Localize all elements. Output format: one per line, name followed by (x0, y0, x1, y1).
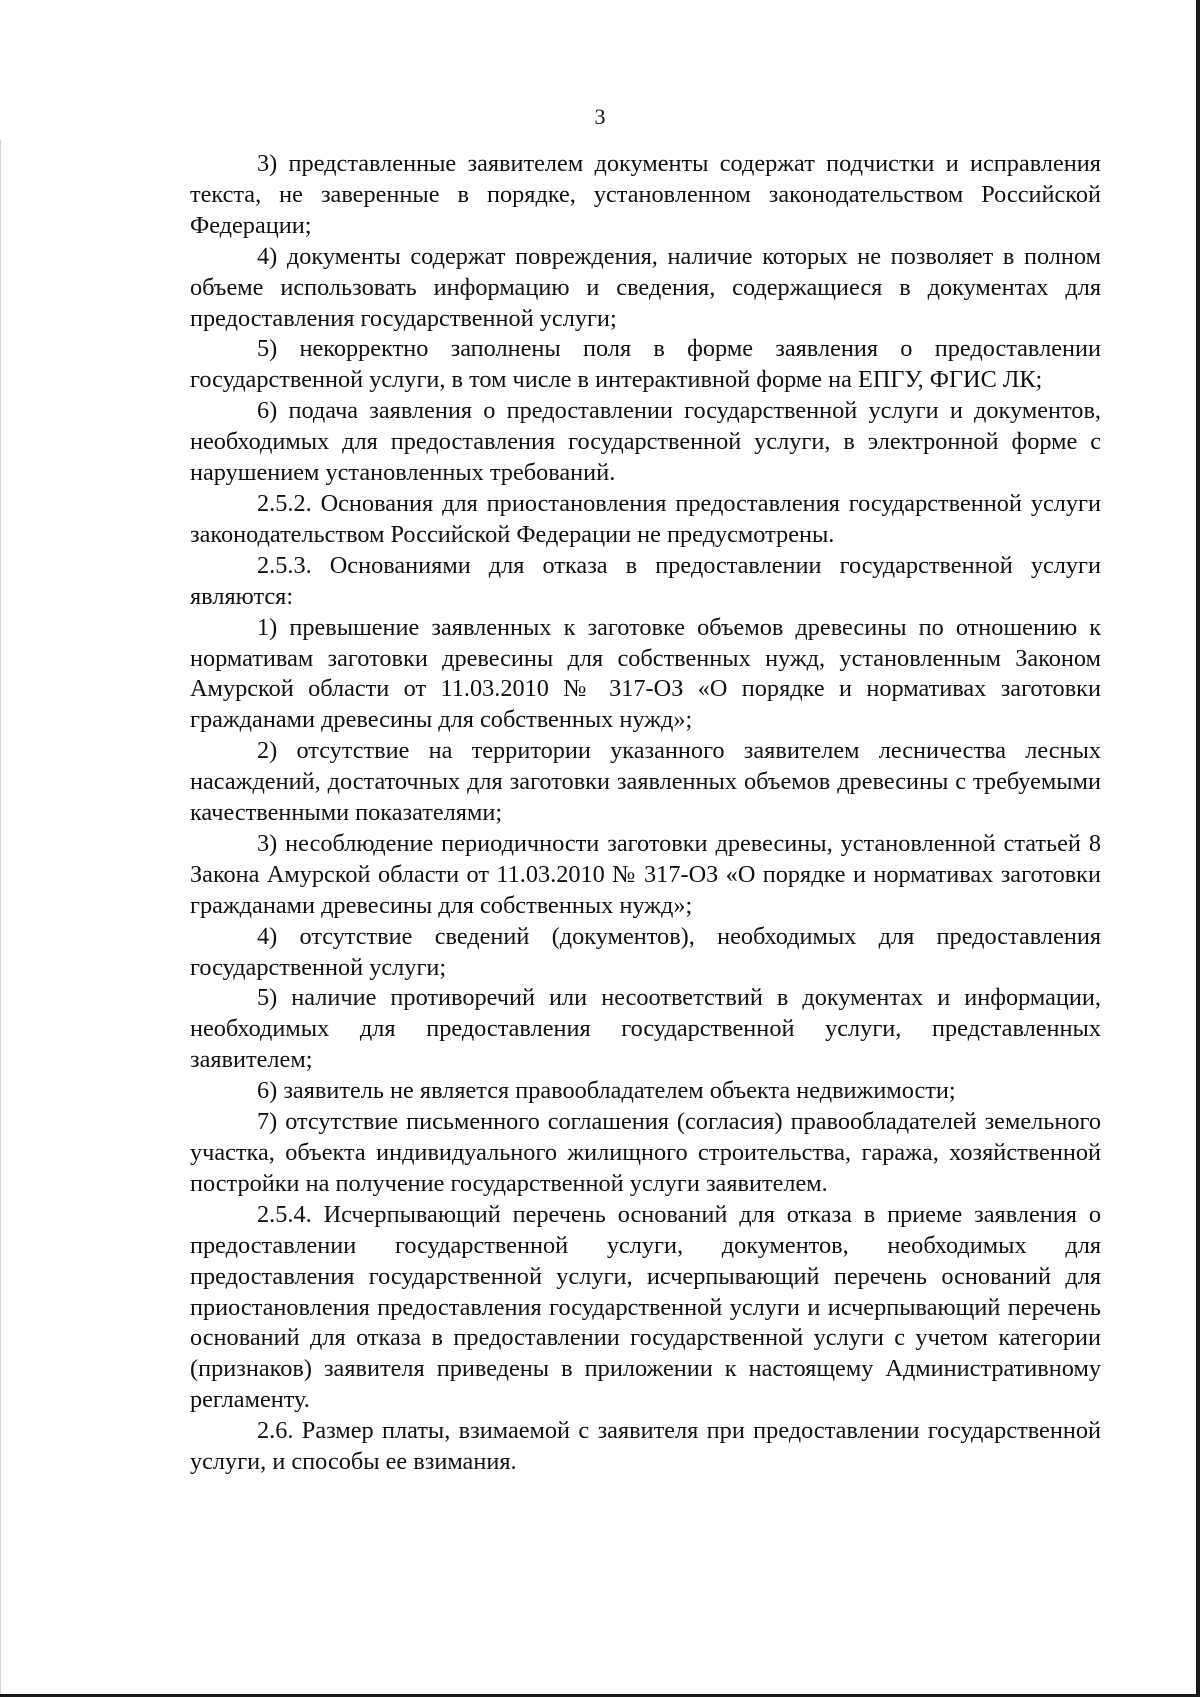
paragraph: 6) подача заявления о предоставлении государственной услуги и документов, необходимых для предоставления государственной услуги, в электронной форме с нарушением установленных требований. (190, 397, 1101, 487)
paragraph: 2.5.3. Основаниями для отказа в предоставлении государственной услуги являются: (190, 551, 1101, 610)
paragraph: 4) документы содержат повреждения, наличие которых не позволяет в полном объеме использовать информацию и сведения, содержащиеся в документах для предоставления государственной услуги; (190, 242, 1101, 332)
page-number: 3 (594, 104, 606, 129)
paragraph: 2.6. Размер платы, взимаемой с заявителя при предоставлении государственной услуги, и способы ее взимания. (190, 1417, 1101, 1476)
paragraph: 4) отсутствие сведений (документов), необходимых для предоставления государственной услуги; (190, 922, 1101, 981)
paragraph: 3) представленные заявителем документы содержат подчистки и исправления текста, не заверенные в порядке, установленном законодательством Российской Федерации; (190, 150, 1101, 239)
paragraph: 2) отсутствие на территории указанного заявителем лесничества лесных насаждений, достаточных для заготовки заявленных объемов древесины с требуемыми качественными показателями; (190, 737, 1101, 827)
document-body (190, 149, 1101, 1478)
paragraph: 5) наличие противоречий или несоответствий в документах и информации, необходимых для предоставления государственной услуги, представленных заявителем; (190, 984, 1101, 1074)
paragraph: 3) несоблюдение периодичности заготовки древесины, установленной статьей 8 Закона Амурской области от 11.03.2010 № 317-ОЗ «О порядке и нормативах заготовки гражданами древесины для собственных нужд»; (190, 829, 1101, 919)
scan-edge-left (0, 140, 1, 1697)
paragraph: 7) отсутствие письменного соглашения (согласия) правообладателей земельного участка, объекта индивидуального жилищного строительства, гаража, хозяйственной постройки на получение государственной услуги заявителем. (190, 1108, 1101, 1197)
paragraph: 1) превышение заявленных к заготовке объемов древесины по отношению к нормативам заготовки древесины для собственных нужд, установленным Законом Амурской области от 11.03.2010 № 317-ОЗ «О порядке и нормативах заготовки гражданами древесины для собственных нужд»; (190, 613, 1101, 734)
paragraph: 5) некорректно заполнены поля в форме заявления о предоставлении государственной услуги, в том числе в интерактивной форме на ЕПГУ, ФГИС ЛК; (190, 335, 1101, 394)
paragraph: 2.5.2. Основания для приостановления предоставления государственной услуги законодательством Российской Федерации не предусмотрены. (190, 489, 1101, 548)
paragraph: 2.5.4. Исчерпывающий перечень оснований для отказа в приеме заявления о предоставлении государственной услуги, документов, необходимых для предоставления государственной услуги, исчерпывающий перечень оснований для приостановления предоставления государственной услуги и исчерпывающий перечень оснований для отказа в предоставлении государственной услуги с учетом категории (признаков) заявителя приведены в приложении к настоящему Административному регламенту. (190, 1200, 1101, 1414)
scan-edge-right (1196, 0, 1200, 1697)
paragraph: 6) заявитель не является правообладателем объекта недвижимости; (257, 1077, 956, 1105)
